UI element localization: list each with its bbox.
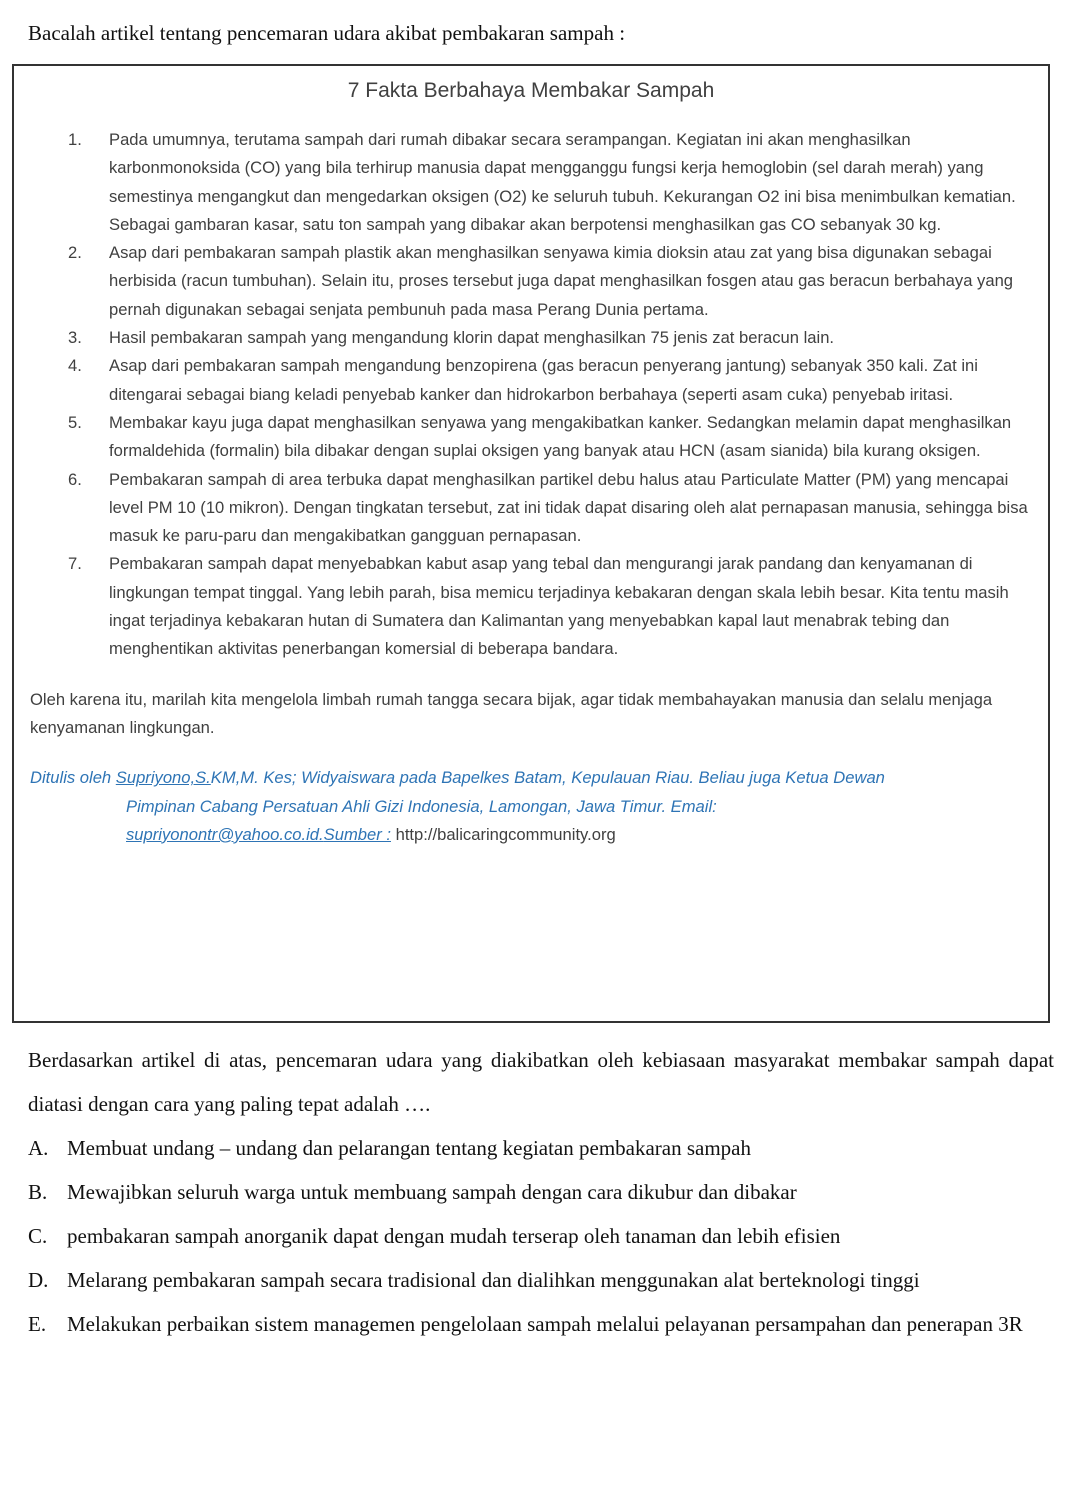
credit-detail-line1: KM,M. Kes; Widyaiswara pada Bapelkes Batam, Kepulauan Riau. Beliau juga Ketua Dewan [210, 768, 885, 788]
question-stem: Berdasarkan artikel di atas, pencemaran udara yang diakibatkan oleh kebiasaan masyarakat membakar sampah dapat diatasi dengan cara yang paling tepat adalah …. [28, 1048, 1054, 1116]
fact-number: 1. [68, 130, 82, 149]
email-link[interactable]: supriyonontr@yahoo.co.id. [126, 824, 324, 844]
fact-item [14, 352, 1048, 409]
fact-text: Asap dari pembakaran sampah plastik akan menghasilkan senyawa kimia dioksin atau zat yang bisa digunakan sebagai herbisida (racun tumbuhan). Selain itu, proses tersebut juga dapat menghasilkan fosgen atau gas beracun berbahaya yang pernah digunakan sebagai senjata pembunuh pada masa Perang Dunia pertama. [109, 243, 1014, 319]
article-title: 7 Fakta Berbahaya Membakar Sampah [347, 79, 715, 102]
source-url: http://balicaringcommunity.org [390, 824, 616, 844]
option-a[interactable] [28, 1126, 1054, 1170]
fact-text: Pembakaran sampah dapat menyebabkan kabut asap yang tebal dan mengurangi jarak pandang dan kenyamanan di lingkungan tempat tinggal. Yang lebih parah, bisa memicu terjadinya kebakaran dengan skala lebih besar. Kita tentu masih ingat terjadinya kebakaran hutan di Sumatera dan Kalimantan yang menyebabkan kapal laut menabrak tebing dan menghentikan aktivitas penerbangan komersial di beberapa bandara. [109, 554, 1009, 659]
option-b[interactable] [28, 1170, 1054, 1214]
option-e[interactable] [28, 1302, 1054, 1346]
fact-text: Asap dari pembakaran sampah mengandung benzopirena (gas beracun penyerang jantung) sebanyak 350 kali. Zat ini ditengarai sebagai biang keladi penyebab kanker dan hidrokarbon berbahaya (seperti asam cuka) penyebab iritasi. [109, 356, 978, 404]
option-letter: B. [28, 1180, 48, 1204]
intro-instruction: Bacalah artikel tentang pencemaran udara akibat pembakaran sampah : [28, 21, 626, 45]
fact-item [14, 239, 1048, 324]
fact-item [14, 324, 1048, 352]
question-block [28, 1038, 1054, 1346]
fact-text: Hasil pembakaran sampah yang mengandung klorin dapat menghasilkan 75 jenis zat beracun lain. [109, 328, 835, 348]
fact-item [14, 466, 1048, 551]
credit-source-line [30, 821, 1036, 849]
option-text: pembakaran sampah anorganik dapat dengan mudah terserap oleh tanaman dan lebih efisien [67, 1224, 841, 1248]
author-link[interactable]: Supriyono,S. [115, 768, 211, 788]
option-letter: C. [28, 1224, 48, 1248]
fact-number: 5. [68, 412, 82, 432]
article-box [12, 64, 1050, 1023]
fact-text: Membakar kayu juga dapat menghasilkan senyawa yang mengakibatkan kanker. Sedangkan melamin dapat menghasilkan formaldehida (formalin) bila dibakar dengan suplai oksigen yang banyak atau HCN (asam sianida) bila kurang oksigen. [109, 412, 1012, 461]
option-text: Membuat undang – undang dan pelarangan tentang kegiatan pembakaran sampah [67, 1136, 752, 1160]
fact-item [14, 550, 1048, 663]
option-c[interactable] [28, 1214, 1054, 1258]
fact-number: 2. [68, 243, 82, 263]
option-text: Melarang pembakaran sampah secara tradisional dan dialihkan menggunakan alat berteknologi tinggi [67, 1268, 920, 1292]
article-credit [30, 764, 1036, 849]
fact-item [14, 126, 1048, 239]
fact-number: 6. [68, 469, 82, 489]
fact-text: Pada umumnya, terutama sampah dari rumah dibakar secara serampangan. Kegiatan ini akan menghasilkan karbonmonoksida (CO) yang bila terhirup manusia dapat mengganggu fungsi kerja hemoglobin (sel darah merah) yang semestinya mengangkut dan mengedarkan oksigen (O2) ke seluruh tubuh. Kekurangan O2 ini bisa menimbulkan kematian. Sebagai gambaran kasar, satu ton sampah yang dibakar akan berpotensi menghasilkan gas CO sebanyak 30 kg. [109, 130, 1016, 234]
option-text: Mewajibkan seluruh warga untuk membuang sampah dengan cara dikubur dan dibakar [67, 1180, 797, 1204]
article-closing: Oleh karena itu, marilah kita mengelola limbah rumah tangga secara bijak, agar tidak membahayakan manusia dan selalu menjaga kenyamanan lingkungan. [30, 689, 993, 737]
facts-list [14, 126, 1048, 664]
fact-item [14, 409, 1048, 466]
option-letter: E. [28, 1312, 47, 1336]
source-label: Sumber : [323, 824, 391, 844]
option-letter: D. [28, 1268, 49, 1292]
fact-number: 3. [68, 328, 82, 348]
option-text: Melakukan perbaikan sistem managemen pengelolaan sampah melalui pelayanan persampahan dan penerapan 3R [67, 1312, 1023, 1336]
fact-number: 7. [68, 554, 82, 574]
fact-text: Pembakaran sampah di area terbuka dapat menghasilkan partikel debu halus atau Particulate Matter (PM) yang mencapai level PM 10 (10 mikron). Dengan tingkatan tersebut, zat ini tidak dapat disaring oleh alat pernapasan manusia, sehingga bisa masuk ke paru-paru dan mengakibatkan gangguan pernapasan. [109, 469, 1028, 546]
credit-prefix: Ditulis oleh [30, 768, 116, 788]
fact-number: 4. [68, 356, 82, 376]
option-letter: A. [28, 1136, 49, 1160]
option-d[interactable] [28, 1258, 1054, 1302]
answer-options [28, 1126, 1054, 1346]
credit-detail-line2: Pimpinan Cabang Persatuan Ahli Gizi Indonesia, Lamongan, Jawa Timur. Email: [126, 796, 717, 816]
